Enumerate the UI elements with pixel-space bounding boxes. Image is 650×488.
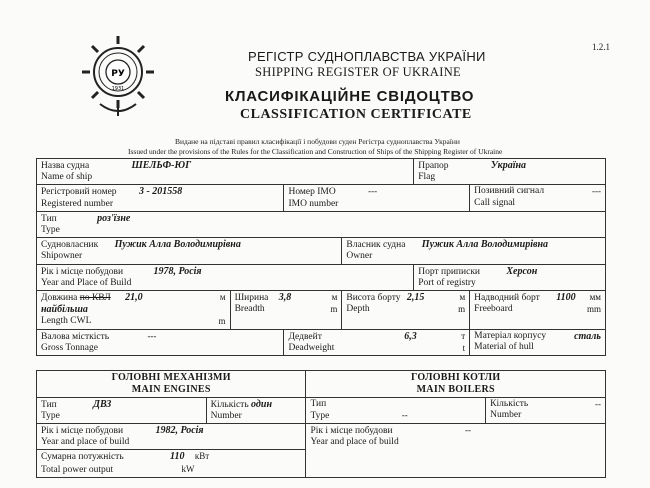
ship-particulars-table: [36, 158, 606, 356]
boiler-type-label-ua: Тип: [310, 398, 327, 409]
depth-label-ua: Висота борту: [346, 293, 401, 304]
shipowner-label-en: Shipowner: [41, 251, 83, 262]
length-value: 21,0: [125, 292, 143, 304]
engine-build-value: 1982, Росія: [155, 425, 204, 436]
boiler-type-cell: [306, 397, 486, 423]
ship-name-label-ua: Назва судна: [41, 161, 90, 171]
callsign-label-en: Call signal: [474, 197, 516, 208]
hull-label-ua: Матеріал корпусу: [474, 330, 547, 341]
imo-label-en: IMO number: [288, 198, 339, 209]
year-place-build-cell: [37, 264, 414, 290]
main-boilers-title-en: MAIN BOILERS: [416, 383, 495, 395]
breadth-value: 3,8: [278, 292, 292, 304]
engines-boilers-table: [36, 370, 606, 478]
boiler-build-label-ua: Рік і місце побудови: [310, 426, 393, 436]
type-value: роз'їзне: [97, 212, 131, 224]
main-engines-title-en: MAIN ENGINES: [131, 383, 211, 395]
build-label-en: Year and Place of Build: [41, 277, 132, 288]
build-value: 1978, Росія: [153, 265, 202, 277]
deadweight-cell: [284, 329, 470, 355]
length-label-ua2: найбільша: [41, 304, 88, 316]
shipping-register-anchor-logo: [78, 32, 158, 118]
freeboard-label-ua: Надводний борт: [474, 293, 540, 304]
engine-build-label-en: Year and place of build: [41, 437, 130, 448]
freeboard-unit: мм: [589, 292, 601, 303]
port-value: Херсон: [506, 265, 538, 277]
dwt-value: 6,3: [404, 330, 417, 342]
port-label-en: Port of registry: [418, 277, 476, 288]
engine-build-cell: [37, 424, 306, 450]
power-unit: кВт: [194, 451, 210, 462]
boiler-build-label-en: Year and place of build: [310, 437, 399, 448]
svg-text:РУ: РУ: [111, 69, 125, 79]
callsign-value: ---: [592, 186, 601, 197]
total-power-cell: [37, 450, 306, 477]
register-name-en: SHIPPING REGISTER OF UKRAINE: [255, 65, 461, 79]
length-struck-text: по КВЛ: [79, 293, 111, 304]
depth-unit-en: m: [458, 304, 466, 315]
port-of-registry-cell: [414, 264, 606, 290]
owner-value: Пужик Алла Володимирівна: [421, 239, 549, 251]
gross-value: ---: [147, 330, 157, 341]
breadth-unit: м: [331, 292, 338, 303]
registered-number-cell: [37, 185, 284, 211]
type-label-ua: Тип: [41, 213, 57, 224]
dwt-unit-en: t: [462, 342, 466, 353]
boiler-build-cell: [306, 424, 606, 478]
power-label-ua: Сумарна потужність: [41, 452, 124, 463]
owner-label-ua: Власник судна: [346, 240, 406, 251]
issued-note-ua: Видане на підставі правил класифікації і побудови суден Регістра судноплавства України: [175, 137, 460, 146]
flag-label-ua: Прапор: [418, 161, 449, 171]
dwt-unit: т: [461, 330, 466, 341]
boiler-number-label-en: Number: [490, 409, 522, 420]
hull-label-en: Material of hull: [474, 341, 534, 352]
boiler-number-value: --: [595, 398, 601, 409]
ship-name-cell: [37, 159, 414, 185]
engine-type-value: ДВЗ: [93, 398, 112, 410]
dwt-label-ua: Дедвейт: [288, 331, 322, 342]
boiler-number-cell: [486, 397, 606, 423]
depth-unit: м: [459, 292, 466, 303]
breadth-label-en: Breadth: [234, 304, 265, 315]
imo-value: ---: [368, 186, 378, 197]
breadth-label-ua: Ширина: [234, 293, 269, 304]
dwt-label-en: Deadweight: [288, 342, 335, 353]
hull-material-cell: [470, 329, 606, 355]
main-engines-header: [37, 371, 306, 398]
engine-number-label-en: Number: [210, 410, 242, 421]
type-label-en: Type: [41, 225, 60, 236]
callsign-label-ua: Позивний сигнал: [474, 186, 545, 197]
imo-label-ua: Номер IMO: [288, 187, 336, 198]
page-number: 1.2.1: [592, 42, 610, 52]
length-cell: [37, 291, 231, 330]
depth-value: 2,15: [406, 292, 425, 304]
flag-cell: [414, 159, 606, 185]
ship-type-cell: [37, 211, 606, 237]
main-boilers-title-ua: ГОЛОВНІ КОТЛИ: [410, 372, 501, 383]
imo-number-cell: [284, 185, 470, 211]
owner-label-en: Owner: [346, 251, 373, 262]
certificate-title-ua: КЛАСИФІКАЦІЙНЕ СВІДОЦТВО: [225, 88, 475, 105]
regno-label-en: Registered number: [41, 198, 114, 209]
regno-label-ua: Регістровий номер: [41, 187, 117, 198]
register-name-ua: РЕГІСТР СУДНОПЛАВСТВА УКРАЇНИ: [248, 49, 486, 64]
issued-note-en: Issued under the provisions of the Rules for the Classification and Construction of Ships of the Shipping Register of Ukraine: [128, 147, 503, 156]
engine-number-label-ua: Кількість: [210, 399, 249, 410]
power-unit-en: kW: [181, 463, 195, 474]
shipowner-cell: [37, 238, 342, 264]
owner-cell: [342, 238, 606, 264]
gross-tonnage-cell: [37, 329, 284, 355]
svg-text:1931: 1931: [111, 86, 125, 92]
engine-type-label-en: Type: [41, 410, 60, 421]
freeboard-value: 1100: [556, 292, 576, 304]
length-unit: м: [219, 292, 226, 303]
power-label-en: Total power output: [41, 464, 114, 475]
hull-value: сталь: [574, 330, 601, 342]
power-value: 110: [170, 451, 185, 463]
length-label-en: Length CWL: [41, 316, 92, 327]
gross-label-en: Gross Tonnage: [41, 342, 98, 353]
engine-number-value: один: [251, 398, 272, 410]
flag-value: Україна: [490, 160, 527, 171]
freeboard-cell: [470, 291, 606, 330]
shipowner-label-ua: Судновласник: [41, 240, 99, 251]
breadth-unit-en: m: [330, 304, 338, 315]
freeboard-label-en: Freeboard: [474, 304, 513, 315]
shipowner-value: Пужик Алла Володимирівна: [114, 239, 241, 251]
engine-number-cell: [206, 397, 306, 423]
ship-name-value: ШЕЛЬФ-ЮГ: [131, 160, 192, 171]
main-boilers-header: [306, 371, 606, 398]
length-unit-en: m: [218, 316, 226, 327]
engine-build-label-ua: Рік і місце побудови: [41, 426, 124, 436]
gross-label-ua: Валова місткість: [41, 331, 110, 342]
breadth-cell: [230, 291, 342, 330]
length-label-ua: Довжина: [41, 293, 78, 304]
boiler-build-value: --: [464, 425, 471, 435]
depth-cell: [342, 291, 470, 330]
engine-type-label-ua: Тип: [41, 399, 57, 410]
build-label-ua: Рік і місце побудови: [41, 266, 124, 277]
boiler-number-label-ua: Кількість: [490, 398, 529, 409]
boiler-type-label-en: Type: [310, 410, 330, 421]
main-engines-title-ua: ГОЛОВНІ МЕХАНІЗМИ: [111, 372, 231, 383]
certificate-title-en: CLASSIFICATION CERTIFICATE: [240, 107, 472, 122]
flag-label-en: Flag: [418, 172, 436, 183]
freeboard-unit-en: mm: [586, 304, 601, 315]
depth-label-en: Depth: [346, 304, 370, 315]
engine-type-cell: [37, 397, 207, 423]
regno-value: 3 - 201558: [138, 186, 183, 198]
boiler-type-value: --: [401, 409, 408, 420]
ship-name-label-en: Name of ship: [41, 172, 93, 183]
call-signal-cell: [470, 185, 606, 211]
port-label-ua: Порт приписки: [418, 266, 481, 277]
